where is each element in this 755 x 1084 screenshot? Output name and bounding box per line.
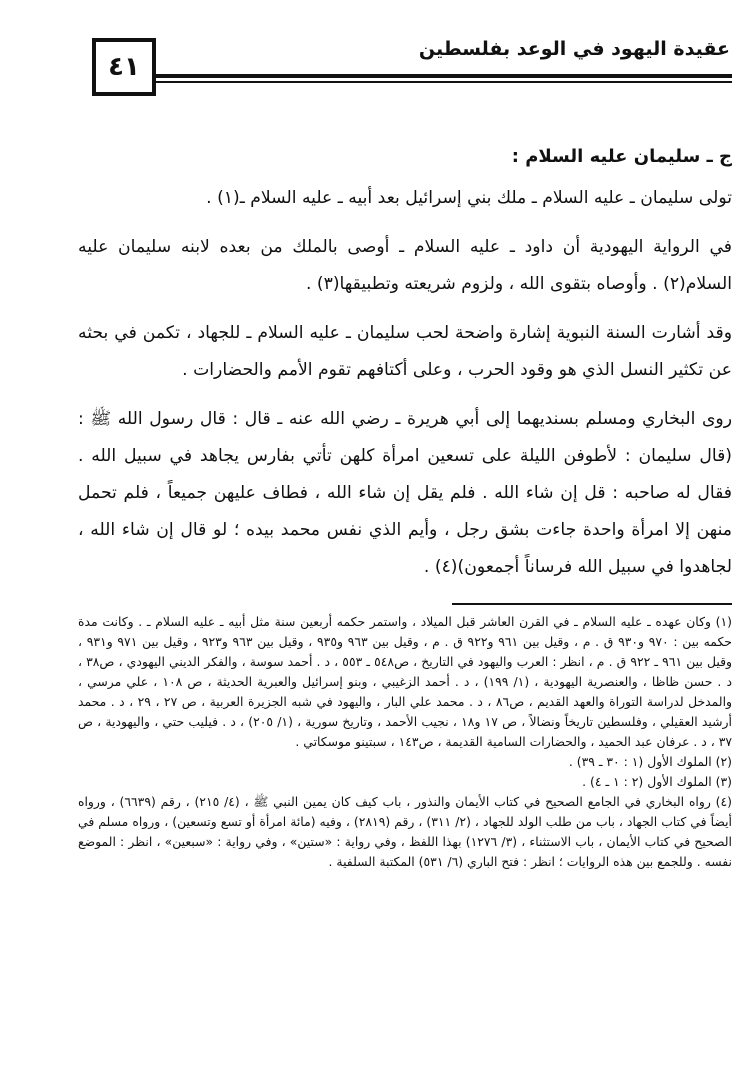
footnotes [78,612,732,872]
header-rule-thin [156,81,732,83]
header-rule [156,74,732,78]
footnote: (٣) الملوك الأول (٢ : ١ ـ ٤) . [582,774,732,789]
paragraph: في الرواية اليهودية أن داود ـ عليه السلام ـ أوصى بالملك من بعده لابنه سليمان عليه السلام(٢) . وأوصاه بتقوى الله ، ولزوم شريعته وتطبيقها(٣) . [78,237,732,294]
running-title: عقيدة اليهود في الوعد بفلسطين [418,38,730,60]
section-heading: ج ـ سليمان عليه السلام : [511,146,732,167]
footnote: (٤) رواه البخاري في الجامع الصحيح في كتاب الأيمان والنذور ، باب كيف كان يمين النبي ﷺ ، (٤/ ٢١٥) ، رقم (٦٦٣٩) ، ورواه أيضاً في كتاب الجهاد ، باب من طلب الولد للجهاد ، (٢/ ٣١١) ، رقم (٢٨١٩) ، وفيه (مائة امرأة أو تسع وتسعين) ، ورواه مسلم في الصحيح في كتاب الأيمان ، باب الاستثناء ، (٣/ ١٢٧٦) بهذا اللفظ ، وفي رواية : «ستين» ، وفي رواية : «سبعين» ، انظر : الموضع نفسه . وللجمع بين هذه الروايات ؛ انظر : فتح الباري (٦/ ٥٣١) المكتبة السلفية . [78,794,732,869]
footnote: (١) وكان عهده ـ عليه السلام ـ في القرن العاشر قبل الميلاد ، واستمر حكمه أربعين سنة مثل أبيه ـ عليه السلام ـ . وكانت مدة حكمه بين : ٩٧٠ و٩٣٠ ق . م ، وقيل بين ٩٦١ و٩٢٢ ق . م ، وقيل بين ٩٦٣ و٩٣٥ ، وقيل بين ٩٦٣ و٩٢٣ ، وقيل بين ٩٧١ و٩٣١ ، وقيل بين ٩٦١ ـ ٩٢٢ ق . م ، انظر : العرب واليهود في التاريخ ، ص٥٤٨ ـ ٥٥٣ ، د . أحمد سوسة ، والفكر الديني اليهودي ، ص٣٨ ، د . حسن ظاظا ، والعنصرية اليهودية ، (١/ ١٩٩) ، د . أحمد الزغيبي ، وبنو إسرائيل والعبرية الحديثة ، ص ١٠٨ ، علي مرسي ، والمدخل لدراسة التوراة والعهد القديم ، ص٨٦ ، د . محمد علي البار ، واليهود في شبه الجزيرة العربية ، ص ٢٧ ، ٢٩ ، د . محمد أرشيد العقيلي ، وفلسطين تاريخاً ونضالاً ، ص ١٧ و١٨ ، نجيب الأحمد ، وتاريخ سورية ، (١/ ٢٠٥) ، د . فيليب حتي ، واليهودية ، ص ٣٧ ، د . عرفان عبد الحميد ، والحضارات السامية القديمة ، ص١٤٣ ، سبتينو موسكاتي . [78,614,733,749]
paragraph: تولى سليمان ـ عليه السلام ـ ملك بني إسرائيل بعد أبيه ـ عليه السلام ـ(١) . [206,188,732,208]
page-header [78,30,732,100]
main-text [78,140,732,598]
footnote: (٢) الملوك الأول (١ : ٣٠ ـ ٣٩) . [568,754,732,769]
paragraph: وقد أشارت السنة النبوية إشارة واضحة لحب سليمان ـ عليه السلام ـ للجهاد ، تكمن في بحثه عن تكثير النسل الذي هو وقود الحرب ، وعلى أكتافهم تقوم الأمم والحضارات . [78,323,732,380]
paragraph: روى البخاري ومسلم بسنديهما إلى أبي هريرة ـ رضي الله عنه ـ قال : قال رسول الله ﷺ : (قال سليمان : لأطوفن الليلة على تسعين امرأة كلهن تأتي بفارس يجاهد في سبيل الله . فقال له صاحبه : قل إن شاء الله . فلم يقل إن شاء الله ، فطاف عليهن جميعاً ، فلم تحمل منهن إلا امرأة واحدة جاءت بشق رجل ، وأيم الذي نفس محمد بيده ؛ لو قال إن شاء الله ، لجاهدوا في سبيل الله فرساناً أجمعون)(٤) . [78,409,732,577]
page-number: ٤١ [92,38,156,96]
footnote-separator [452,603,732,605]
